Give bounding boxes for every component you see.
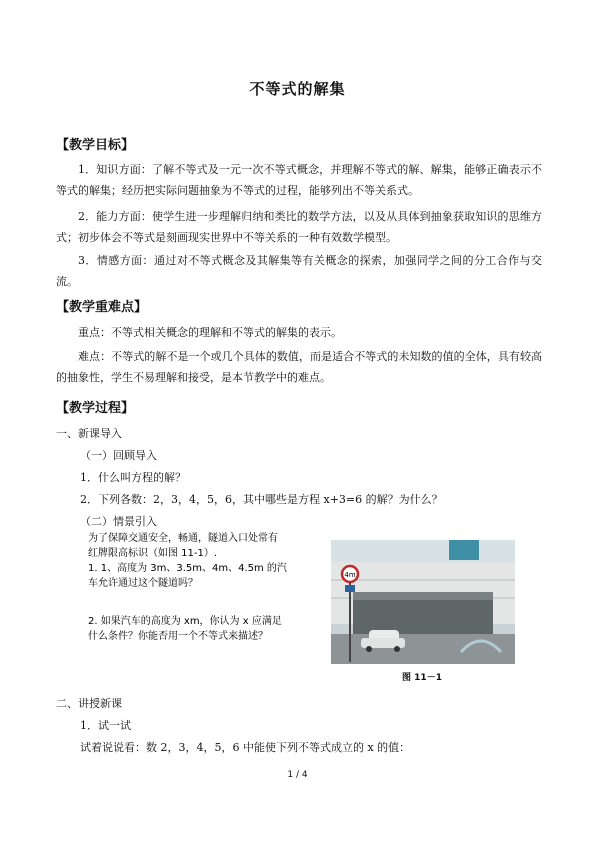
scenario-line: 1. 1、高度为 3m、3.5m、4m、4.5m 的汽 [88,563,287,574]
tunnel-illustration [331,540,515,664]
scenario-text-image [88,531,316,663]
scenario-line: 什么条件？你能否用一个不等式来描述？ [88,631,268,642]
section-heading-process: 【教学过程】 [56,401,135,416]
sub-heading-scenario: （二）情景引入 [80,515,157,528]
scenario-line: 车允许通过这个隧道吗？ [88,578,198,589]
section-heading-key-points: 【教学重难点】 [56,300,148,315]
part-two-heading: 二、讲授新课 [56,697,122,710]
try-heading: 1．试一试 [80,719,131,732]
scenario-line: 2. 如果汽车的高度为 xm，你认为 x 应满足 [88,616,282,627]
key-point-paragraph: 重点：不等式相关概念的理解和不等式的解集的表示。 [78,326,342,339]
difficult-point-paragraph: 难点：不等式的解不是一个或几个具体的数值，而是适合不等式的未知数的值的全体，具有较高的抽象性，学生不易理解和接受，是本节教学中的难点。 [56,350,542,384]
figure-caption: 图 11－1 [402,673,442,683]
question-1: 1．什么叫方程的解？ [80,471,186,484]
sub-heading-review: （一）回顾导入 [80,449,157,462]
page-number: 1 / 4 [287,770,308,780]
scenario-line: 为了保障交通安全，畅通，隧道入口处常有 [88,533,278,544]
section-heading-goals: 【教学目标】 [56,138,135,153]
scenario-line: 红牌限高标识（如图 11-1）. [88,548,218,559]
height-limit-sign-text: 4m [344,571,356,579]
goal-paragraph-2: 2．能力方面：使学生进一步理解归纳和类比的数学方法，以及从具体到抽象获取知识的思维方式；初步体会不等式是刻画现实世界中不等关系的一种有效数学模型。 [56,210,542,244]
tunnel-photo [331,540,515,664]
question-2: 2．下列各数：2，3，4，5，6，其中哪些是方程 x+3=6 的解？为什么？ [80,493,443,506]
document-title: 不等式的解集 [249,80,346,98]
goal-paragraph-3: 3．情感方面：通过对不等式概念及其解集等有关概念的探索，加强同学之间的分工合作与交流。 [56,254,542,288]
part-one-heading: 一、新课导入 [56,427,122,440]
goal-paragraph-1: 1．知识方面：了解不等式及一元一次不等式概念，并理解不等式的解、解集，能够正确表示不等式的解集；经历把实际问题抽象为不等式的过程，能够列出不等关系式。 [56,163,542,197]
try-text: 试着说说看：数 2，3，4，5，6 中能使下列不等式成立的 x 的值： [80,741,411,754]
